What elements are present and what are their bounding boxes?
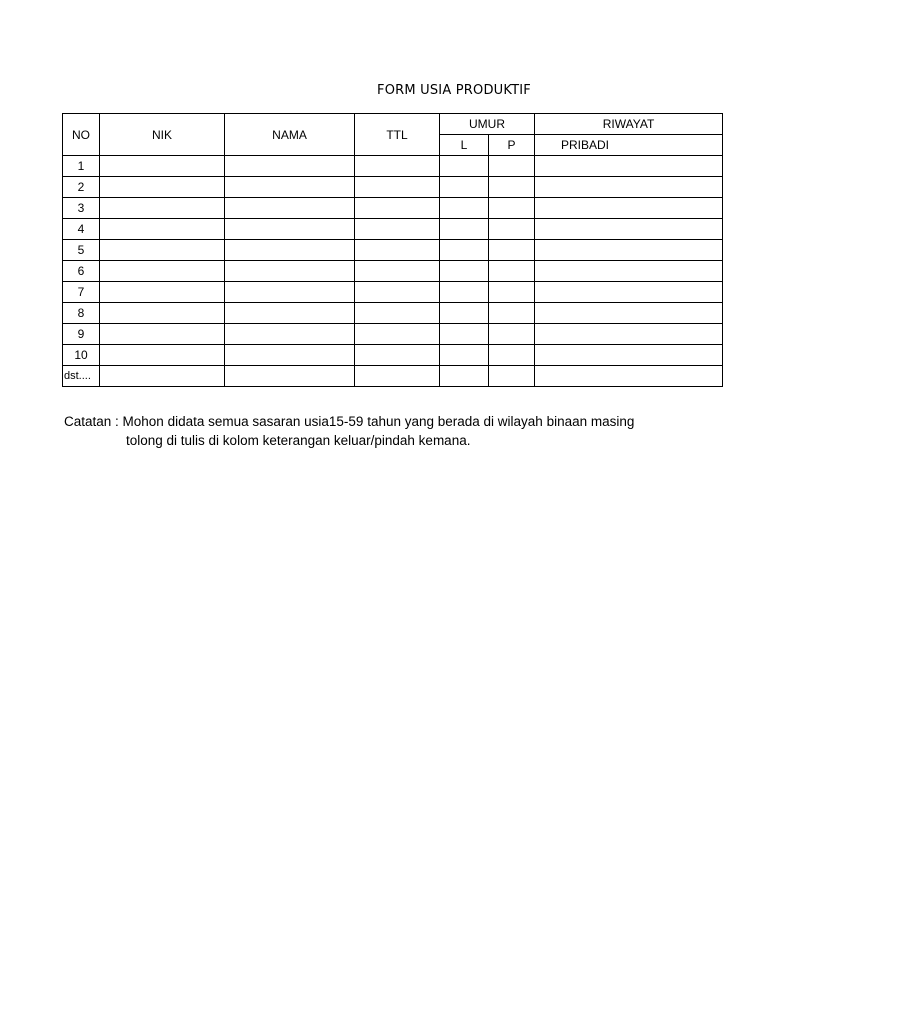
cell-nik [100, 177, 225, 198]
row-number: 6 [63, 261, 100, 282]
cell-nik [100, 366, 225, 387]
cell-nama [225, 345, 355, 366]
row-number: 4 [63, 219, 100, 240]
cell-nik [100, 240, 225, 261]
cell-umur-p [489, 303, 535, 324]
cell-umur-l [440, 219, 489, 240]
cell-riwayat [535, 177, 723, 198]
cell-riwayat [535, 303, 723, 324]
cell-riwayat [535, 282, 723, 303]
cell-nama [225, 240, 355, 261]
cell-riwayat [535, 240, 723, 261]
header-no: NO [63, 114, 100, 156]
header-riwayat: RIWAYAT [535, 114, 723, 135]
table-row [63, 366, 723, 387]
row-number: 10 [63, 345, 100, 366]
cell-nama [225, 261, 355, 282]
header-nama: NAMA [225, 114, 355, 156]
row-number: dst.... [63, 366, 100, 387]
cell-ttl [355, 177, 440, 198]
cell-nik [100, 282, 225, 303]
cell-riwayat [535, 366, 723, 387]
cell-umur-l [440, 345, 489, 366]
cell-ttl [355, 324, 440, 345]
header-umur-l: L [440, 135, 489, 156]
row-number: 2 [63, 177, 100, 198]
row-number: 7 [63, 282, 100, 303]
cell-nama [225, 366, 355, 387]
table-row [63, 324, 723, 345]
cell-nama [225, 303, 355, 324]
cell-umur-l [440, 324, 489, 345]
header-umur: UMUR [440, 114, 535, 135]
note-line-2: tolong di tulis di kolom keterangan keluar/pindah kemana. [126, 433, 471, 448]
cell-umur-p [489, 366, 535, 387]
cell-umur-p [489, 198, 535, 219]
table-row [63, 345, 723, 366]
cell-nik [100, 156, 225, 177]
cell-ttl [355, 303, 440, 324]
cell-ttl [355, 261, 440, 282]
form-title: FORM USIA PRODUKTIF [377, 83, 531, 98]
cell-nik [100, 345, 225, 366]
cell-umur-p [489, 219, 535, 240]
header-ttl: TTL [355, 114, 440, 156]
note-line-1: Catatan : Mohon didata semua sasaran usia15-59 tahun yang berada di wilayah binaan masing [64, 414, 635, 429]
row-number: 1 [63, 156, 100, 177]
table-row [63, 303, 723, 324]
cell-nama [225, 156, 355, 177]
cell-umur-l [440, 240, 489, 261]
cell-nama [225, 219, 355, 240]
cell-riwayat [535, 345, 723, 366]
cell-nik [100, 219, 225, 240]
header-umur-p: P [489, 135, 535, 156]
cell-nama [225, 324, 355, 345]
cell-ttl [355, 366, 440, 387]
table-row [63, 261, 723, 282]
cell-umur-p [489, 261, 535, 282]
cell-ttl [355, 219, 440, 240]
cell-umur-p [489, 324, 535, 345]
cell-umur-l [440, 156, 489, 177]
row-number: 8 [63, 303, 100, 324]
cell-umur-l [440, 261, 489, 282]
table-row [63, 282, 723, 303]
cell-umur-p [489, 240, 535, 261]
table-row [63, 177, 723, 198]
cell-ttl [355, 282, 440, 303]
cell-riwayat [535, 261, 723, 282]
cell-ttl [355, 240, 440, 261]
cell-umur-l [440, 303, 489, 324]
cell-umur-l [440, 282, 489, 303]
cell-umur-p [489, 345, 535, 366]
cell-nik [100, 324, 225, 345]
cell-umur-p [489, 282, 535, 303]
form-table [62, 113, 723, 387]
header-riwayat-pribadi: PRIBADI [535, 135, 723, 156]
cell-ttl [355, 345, 440, 366]
cell-umur-l [440, 177, 489, 198]
cell-umur-l [440, 366, 489, 387]
row-number: 5 [63, 240, 100, 261]
table-row [63, 156, 723, 177]
cell-ttl [355, 156, 440, 177]
cell-nik [100, 261, 225, 282]
cell-riwayat [535, 324, 723, 345]
table-row [63, 219, 723, 240]
header-nik: NIK [100, 114, 225, 156]
table-row [63, 240, 723, 261]
cell-riwayat [535, 198, 723, 219]
cell-nama [225, 282, 355, 303]
cell-umur-p [489, 156, 535, 177]
cell-nama [225, 198, 355, 219]
cell-umur-p [489, 177, 535, 198]
cell-nik [100, 303, 225, 324]
form-table-viewport [62, 113, 655, 393]
note [64, 412, 634, 450]
cell-riwayat [535, 156, 723, 177]
cell-nama [225, 177, 355, 198]
cell-ttl [355, 198, 440, 219]
table-row [63, 198, 723, 219]
row-number: 3 [63, 198, 100, 219]
cell-umur-l [440, 198, 489, 219]
cell-nik [100, 198, 225, 219]
cell-riwayat [535, 219, 723, 240]
row-number: 9 [63, 324, 100, 345]
